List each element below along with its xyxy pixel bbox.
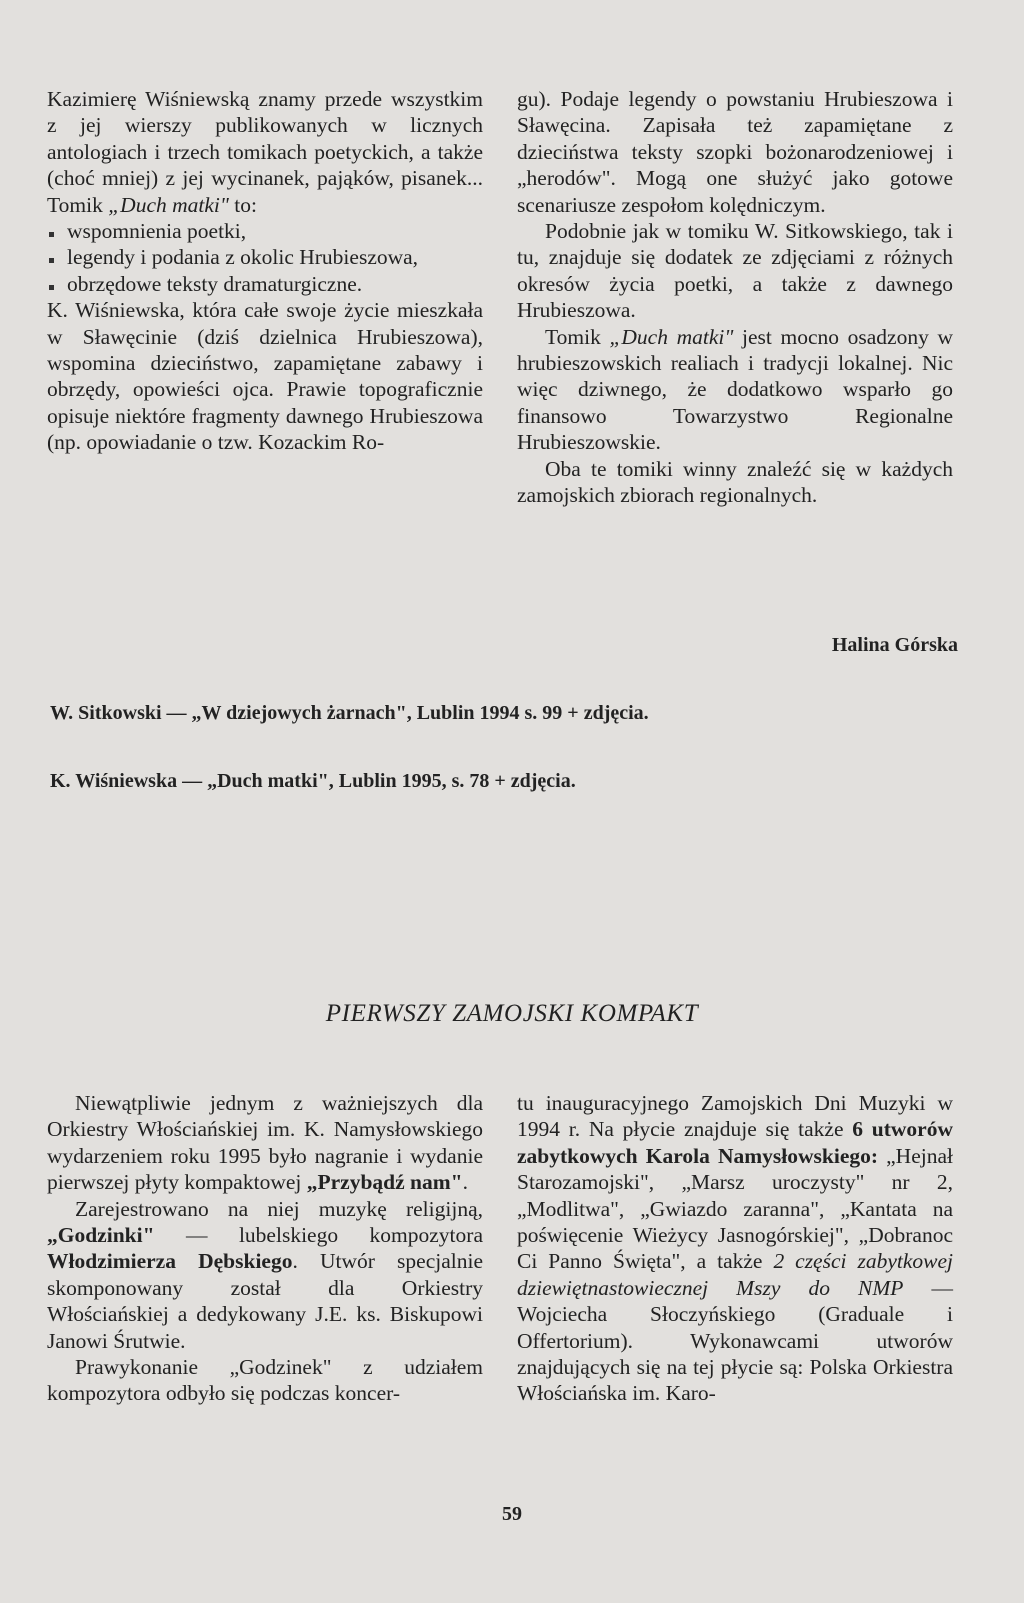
list-item: legendy i podania z okolic Hrubieszowa, [47, 244, 483, 270]
review-paragraph: Kazimierę Wiśniewską znamy przede wszystkim z jej wierszy publikowanych w licznych antologiach i trzech tomikach poetyckich, a także (choć mniej) z jej wycinanek, pająków, pisanek... Tomik „Duch matki" to: [47, 87, 483, 217]
review-paragraph: Podobnie jak w tomiku W. Sitkowskiego, tak i tu, znajduje się dodatek ze zdjęciami z różnych okresów życia poetki, a także z dawnego Hrubieszowa. [517, 219, 953, 323]
list-item: obrzędowe teksty dramaturgiczne. [47, 271, 483, 297]
review-paragraph: Oba te tomiki winny znaleźć się w każdych zamojskich zbiorach regionalnych. [517, 456, 953, 508]
book-title: „Duch matki" [108, 192, 229, 217]
page-number: 59 [502, 1503, 522, 1525]
article-paragraph: Niewątpliwie jednym z ważniejszych dla Orkiestry Włościańskiej im. K. Namysłowskiego wydarzeniem roku 1995 było nagranie i wydanie pierwszej płyty kompaktowej „Przybądź nam". [47, 1091, 483, 1195]
article-left-column [47, 1090, 483, 1407]
work-title: „Godzinki" [47, 1223, 155, 1248]
list-item: wspomnienia poetki, [47, 218, 483, 244]
review-paragraph: gu). Podaje legendy o powstaniu Hrubieszowa i Sławęcina. Zapisała też zapamiętane z dzieciństwa teksty szopki bożonarodzeniowej i „herodów". Mogą one służyć jako gotowe scenariusze zespołom kolędniczym. [517, 87, 953, 217]
article-paragraph: Zarejestrowano na niej muzykę religijną, „Godzinki" — lubelskiego kompozytora Włodzimierza Dębskiego. Utwór specjalnie skomponowany został dla Orkiestry Włościańskiej a dedykowany J.E. ks. Biskupowi Janowi Śrutwie. [47, 1196, 483, 1353]
article-title: PIERWSZY ZAMOJSKI KOMPAKT [325, 1000, 699, 1027]
book-title: „Duch matki" [609, 324, 734, 349]
article-paragraph: tu inauguracyjnego Zamojskich Dni Muzyki w 1994 r. Na płycie znajduje się także 6 utworów zabytkowych Karola Namysłowskiego: „Hejnał Starozamojski", „Marsz uroczysty" nr 2, „Modlitwa", „Gwiazdo zaranna", „Kantata na poświęcenie Wieżycy Jasnogórskiej", „Dobranoc Ci Panno Święta", a także 2 części zabytkowej dziewiętnastowiecznej Mszy do NMP — Wojciecha Słoczyńskiego (Graduale i Offertorium). Wykonawcami utworów znajdujących się na tej płycie są: Polska Orkiestra Włościańska im. Karo- [517, 1091, 954, 1406]
review-left-column [47, 86, 483, 456]
composer-name: Włodzimierza Dębskiego [47, 1249, 293, 1274]
article-paragraph: Prawykonanie „Godzinek" z udziałem kompozytora odbyło się podczas koncer- [47, 1355, 483, 1406]
works-highlight: 6 utworów zabytkowych Karola Namysłowskiego: [517, 1117, 953, 1168]
article-right-column [517, 1090, 953, 1407]
review-paragraph: K. Wiśniewska, która całe swoje życie mieszkała w Sławęcinie (dziś dzielnica Hrubieszowa), wspomina dzieciństwo, zapamiętane zabawy i obrzędy, opowieści ojca. Prawie topograficznie opisuje niektóre fragmenty dawnego Hrubieszowa (np. opowiadanie o tzw. Kozackim Ro- [47, 298, 483, 455]
bibliography-entry: K. Wiśniewska — „Duch matki", Lublin 1995, s. 78 + zdjęcia. [50, 770, 576, 792]
mass-title: 2 części zabytkowej dziewiętnastowiecznej Mszy do NMP [517, 1249, 953, 1300]
review-paragraph: Tomik „Duch matki" jest mocno osadzony w hrubieszowskich realiach i tradycji lokalnej. Nic więc dziwnego, że dodatkowo wsparło go finansowo Towarzystwo Regionalne Hrubieszowskie. [517, 324, 953, 455]
author-signature: Halina Górska [831, 634, 958, 656]
review-right-column [517, 86, 953, 509]
album-title: „Przybądź nam" [306, 1170, 463, 1195]
bibliography-entry: W. Sitkowski — „W dziejowych żarnach", Lublin 1994 s. 99 + zdjęcia. [50, 702, 649, 724]
